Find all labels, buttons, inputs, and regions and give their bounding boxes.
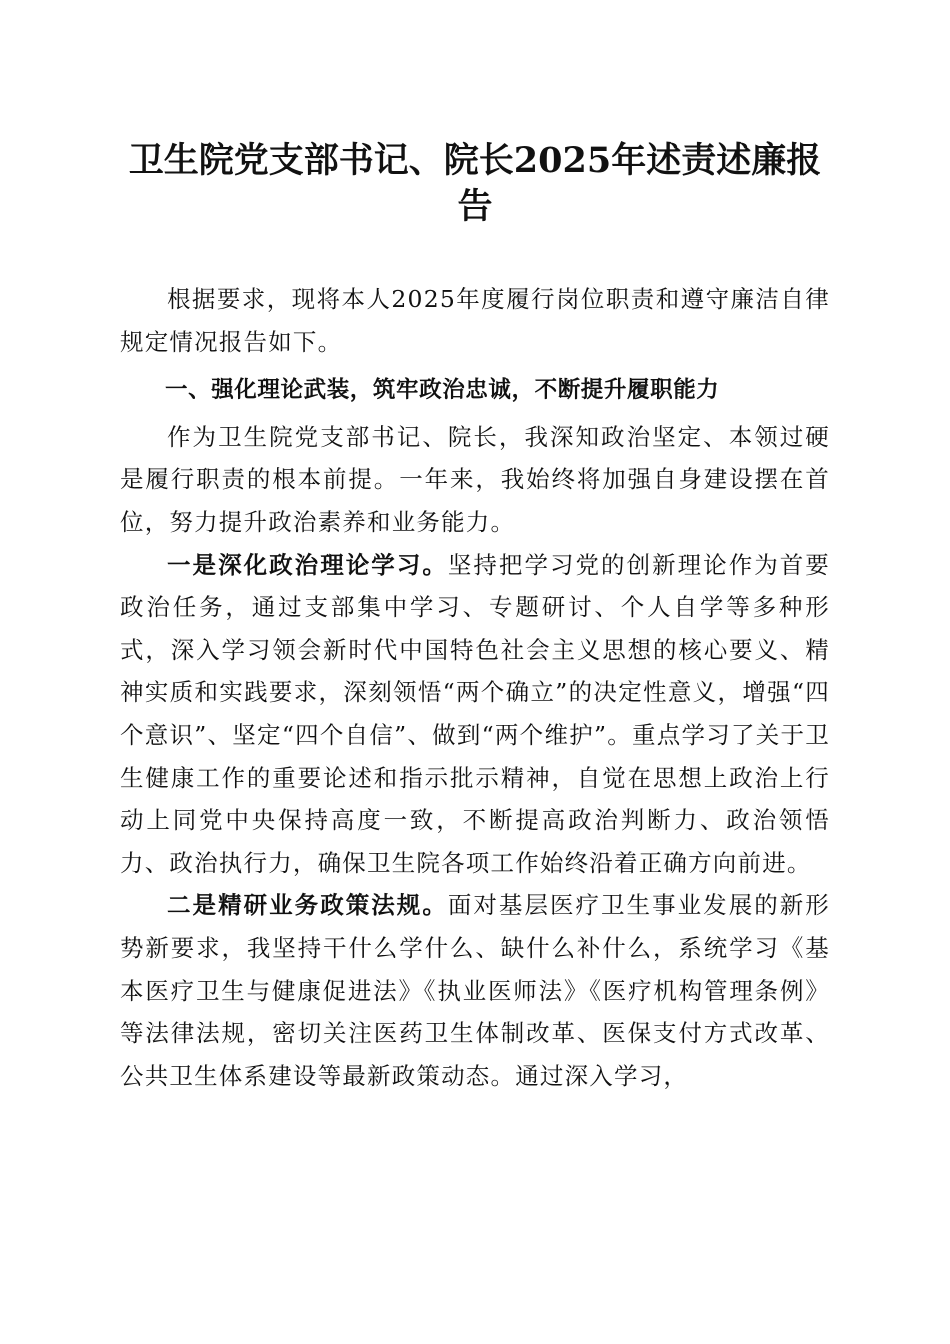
- document-body: [120, 278, 830, 1097]
- section-heading: 一、强化理论武装，筑牢政治忠诚，不断提升履职能力: [165, 377, 720, 404]
- point-two-text: 面对基层医疗卫生事业发展的新形势新要求，我坚持干什么学什么、缺什么补什么，系统学习《基本医疗卫生与健康促进法》《执业医师法》《医疗机构管理条例》等法律法规，密切关注医药卫生体制改革、医保支付方式改革、公共卫生体系建设等最新政策动态。通过深入学习，: [120, 891, 831, 1090]
- point-one-text: 坚持把学习党的创新理论作为首要政治任务，通过支部集中学习、专题研讨、个人自学等多种形式，深入学习领会新时代中国特色社会主义思想的核心要义、精神实质和实践要求，深刻领悟“两个确立”的决定性意义，增强“四个意识”、坚定“四个自信”、做到“两个维护”。重点学习了关于卫生健康工作的重要论述和指示批示精神，自觉在思想上政治上行动上同党中央保持高度一致，不断提高政治判断力、政治领悟力、政治执行力，确保卫生院各项工作始终沿着正确方向前进。: [120, 550, 831, 877]
- point-two-lead: 二是精研业务政策法规。: [167, 891, 448, 920]
- document-title: 卫生院党支部书记、院长2025年述责述廉报告: [128, 140, 822, 227]
- section-paragraph: 作为卫生院党支部书记、院长，我深知政治坚定、本领过硬是履行职责的根本前提。一年来，我始终将加强自身建设摆在首位，努力提升政治素养和业务能力。: [120, 422, 830, 536]
- point-one-lead: 一是深化政治理论学习。: [167, 550, 448, 579]
- point-one-paragraph: [120, 544, 830, 885]
- intro-paragraph: 根据要求，现将本人2025年度履行岗位职责和遵守廉洁自律规定情况报告如下。: [120, 285, 830, 356]
- point-two-paragraph: [120, 884, 830, 1097]
